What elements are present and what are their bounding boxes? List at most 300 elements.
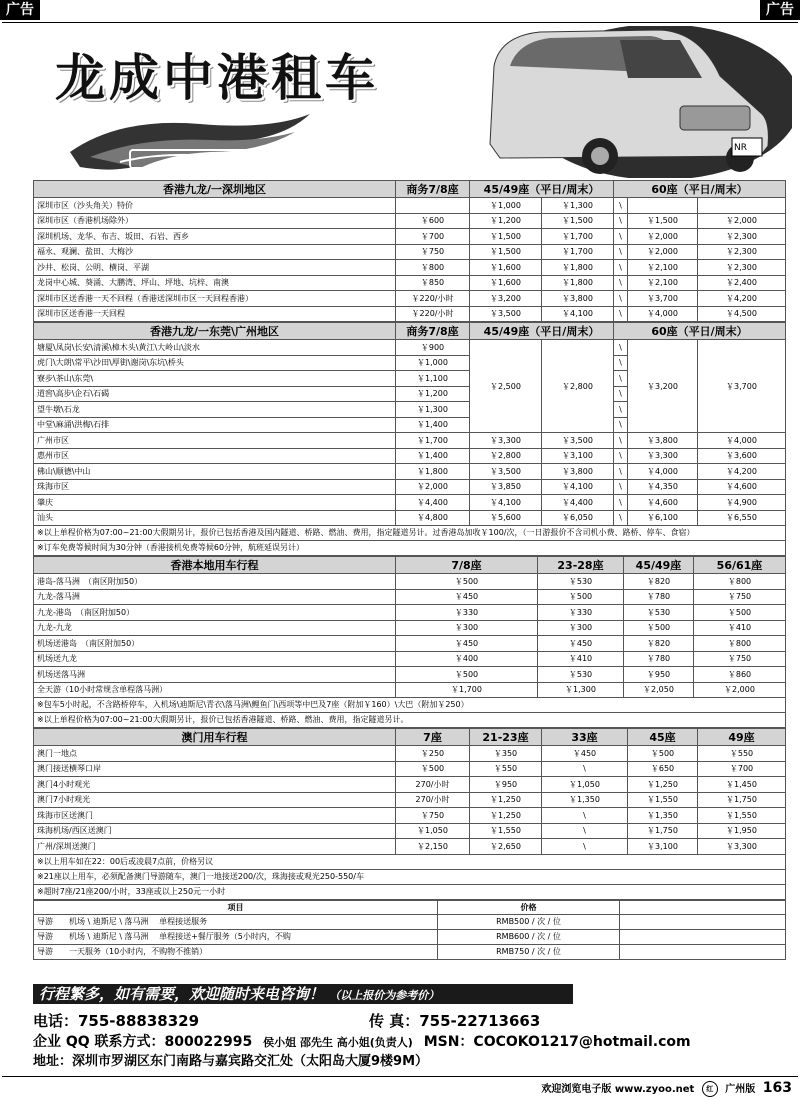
price-cell: ￥330 xyxy=(538,605,624,621)
ad-tag-left: 广告 xyxy=(0,0,40,20)
price-cell: ￥1,050 xyxy=(542,777,628,793)
route-name: 九龙-落马洲 xyxy=(34,589,396,605)
price-cell: ￥1,000 xyxy=(470,198,542,214)
separator-cell: \ xyxy=(614,417,628,433)
price-cell: ￥1,600 xyxy=(470,260,542,276)
table-row xyxy=(34,574,786,590)
price-cell xyxy=(698,198,786,214)
table-row xyxy=(34,944,786,959)
col-route: 澳门用车行程 xyxy=(34,729,396,746)
price-cell: ￥400 xyxy=(396,651,538,667)
route-name: 澳门接送横琴口岸 xyxy=(34,761,396,777)
top-divider xyxy=(2,22,798,23)
price-cell: ￥4,500 xyxy=(698,306,786,322)
table-row xyxy=(34,510,786,526)
price-cell: ￥750 xyxy=(396,244,470,260)
price-cell: ￥1,100 xyxy=(396,371,470,387)
price-cell: ￥700 xyxy=(396,229,470,245)
price-cell: ￥800 xyxy=(396,260,470,276)
col-4549: 45/49座（平日/周末） xyxy=(470,323,614,340)
table-header xyxy=(34,557,786,574)
price-cell: \ xyxy=(542,808,628,824)
table-row xyxy=(34,198,786,214)
table-row xyxy=(34,620,786,636)
price-cell: ￥800 xyxy=(694,574,786,590)
price-cell: ￥4,000 xyxy=(628,306,698,322)
table-row xyxy=(34,433,786,449)
note-text: ※超时7座/21座200/小时，33座或以上250元一小时 xyxy=(34,884,786,899)
table-row xyxy=(34,495,786,511)
separator-cell: \ xyxy=(614,386,628,402)
col-4549: 45/49座（平日/周末） xyxy=(470,181,614,198)
price-cell: \ xyxy=(542,761,628,777)
table-row xyxy=(34,914,786,929)
col-78: 7/8座 xyxy=(396,557,538,574)
price-cell: ￥4,100 xyxy=(470,495,542,511)
table-row xyxy=(34,291,786,307)
service-name: 导游 机场 \ 迪斯尼 \ 落马洲 单程接送+餐厅服务（5小时内，不购 xyxy=(34,929,438,944)
brand-title: 龙成中港租车 xyxy=(55,49,379,107)
price-cell: ￥4,400 xyxy=(542,495,614,511)
route-name: 惠州市区 xyxy=(34,448,396,464)
price-cell: ￥4,000 xyxy=(698,433,786,449)
blank-cell xyxy=(620,914,786,929)
note-text: ※21座以上用车，必须配备澳门导游随车，澳门一地接送200/次，珠海接或观光250-550/车 xyxy=(34,869,786,884)
footer-website[interactable]: 欢迎浏览电子版 www.zyoo.net xyxy=(541,1084,695,1095)
col-60: 60座（平日/周末） xyxy=(614,323,786,340)
price-cell: ￥2,000 xyxy=(694,682,786,698)
col-2123: 21-23座 xyxy=(470,729,542,746)
price-cell: \ xyxy=(614,275,628,291)
price-cell: ￥3,700 xyxy=(628,291,698,307)
price-cell: ￥1,300 xyxy=(542,198,614,214)
price-cell: ￥550 xyxy=(698,746,786,762)
col-60: 60座（平日/周末） xyxy=(614,181,786,198)
route-name: 九龙-港岛 （南区附加50） xyxy=(34,605,396,621)
price-cell: ￥410 xyxy=(538,651,624,667)
price-cell: ￥2,650 xyxy=(470,839,542,855)
contact-phone-line xyxy=(33,1010,541,1031)
price-cell: ￥4,100 xyxy=(542,306,614,322)
price-cell: ￥500 xyxy=(694,605,786,621)
price-cell: ￥820 xyxy=(624,574,694,590)
price-cell: ￥2,000 xyxy=(698,213,786,229)
price-cell: ￥600 xyxy=(396,213,470,229)
route-name: 寮步\茶山\东莞\ xyxy=(34,371,396,387)
table-row xyxy=(34,636,786,652)
service-name: 导游 一天服务（10小时内，不购物不推销） xyxy=(34,944,438,959)
price-cell: ￥300 xyxy=(396,620,538,636)
price-cell: ￥1,800 xyxy=(542,275,614,291)
table-header xyxy=(34,729,786,746)
price-cell xyxy=(628,198,698,214)
separator-cell: \ xyxy=(614,371,628,387)
table-guide-service xyxy=(33,900,786,960)
price-cell: ￥3,800 xyxy=(542,464,614,480)
price-cell: RMB750 / 次 / 位 xyxy=(438,944,620,959)
price-cell: ￥1,700 xyxy=(396,682,538,698)
table-row xyxy=(34,448,786,464)
route-name: 珠海市区 xyxy=(34,479,396,495)
price-cell: \ xyxy=(614,229,628,245)
price-cell: ￥1,550 xyxy=(470,823,542,839)
contact-qq-line xyxy=(33,1031,691,1051)
price-cell: ￥1,550 xyxy=(698,808,786,824)
col-4549: 45/49座 xyxy=(624,557,694,574)
price-cell: ￥700 xyxy=(698,761,786,777)
col-route: 香港本地用车行程 xyxy=(34,557,396,574)
price-cell: ￥1,750 xyxy=(628,823,698,839)
note-row xyxy=(34,541,786,556)
price-cell: ￥4,200 xyxy=(698,464,786,480)
price-cell: \ xyxy=(542,823,628,839)
price-cell: ￥800 xyxy=(694,636,786,652)
price-cell: ￥1,300 xyxy=(396,402,470,418)
price-cell: ￥1,050 xyxy=(396,823,470,839)
price-cell: ￥950 xyxy=(470,777,542,793)
price-cell: ￥450 xyxy=(542,746,628,762)
price-cell: ￥220/小时 xyxy=(396,291,470,307)
license-plate: NR xyxy=(734,143,747,153)
price-cell: ￥950 xyxy=(624,667,694,683)
price-cell: ￥3,200 xyxy=(470,291,542,307)
col-blank xyxy=(620,900,786,914)
price-cell: ￥2,000 xyxy=(396,479,470,495)
table-hk-dongguan-guangzhou xyxy=(33,322,786,556)
table-row xyxy=(34,929,786,944)
col-route: 香港九龙/一东莞\广州地区 xyxy=(34,323,396,340)
van-photo xyxy=(470,26,792,178)
price-cell: ￥1,550 xyxy=(628,792,698,808)
route-name: 中堂\麻涌\洪梅\石排 xyxy=(34,417,396,433)
price-cell: ￥750 xyxy=(694,589,786,605)
price-cell: ￥780 xyxy=(624,589,694,605)
price-cell: \ xyxy=(614,433,628,449)
price-cell: ￥4,100 xyxy=(542,479,614,495)
table-row xyxy=(34,229,786,245)
price-cell: ￥3,500 xyxy=(470,306,542,322)
price-cell: ￥1,800 xyxy=(396,464,470,480)
price-cell: ￥4,200 xyxy=(698,291,786,307)
price-tables xyxy=(33,180,785,960)
price-cell: ￥3,100 xyxy=(628,839,698,855)
magazine-logo-icon: 红 xyxy=(702,1081,718,1097)
price-cell: ￥1,300 xyxy=(538,682,624,698)
price-cell: ￥6,550 xyxy=(698,510,786,526)
page-footer xyxy=(541,1080,792,1097)
table-row xyxy=(34,275,786,291)
msn-address: MSN：COCOKO1217@hotmail.com xyxy=(423,1034,691,1050)
table-row xyxy=(34,808,786,824)
price-cell: ￥3,300 xyxy=(628,448,698,464)
table-row xyxy=(34,839,786,855)
price-cell: ￥4,600 xyxy=(698,479,786,495)
col-business: 商务7/8座 xyxy=(396,323,470,340)
col-5661: 56/61座 xyxy=(694,557,786,574)
price-cell: ￥1,200 xyxy=(396,386,470,402)
price-cell: ￥1,200 xyxy=(470,213,542,229)
price-cell: ￥550 xyxy=(470,761,542,777)
price-cell: ￥6,100 xyxy=(628,510,698,526)
price-cell: 270/小时 xyxy=(396,777,470,793)
price-cell: ￥2,100 xyxy=(628,260,698,276)
price-cell: ￥530 xyxy=(624,605,694,621)
price-cell: ￥2,050 xyxy=(624,682,694,698)
price-cell: ￥4,800 xyxy=(396,510,470,526)
note-text: ※包车5小时起，不含路桥停车，入机场\迪斯尼\青衣\落马洲\鲤鱼门\西项等中巴及7座（附加￥160）\大巴（附加￥250） xyxy=(34,698,786,713)
price-cell: ￥410 xyxy=(694,620,786,636)
price-cell: ￥3,500 xyxy=(470,464,542,480)
contact-address: 地址：深圳市罗湖区东门南路与嘉宾路交汇处（太阳岛大厦9楼9M） xyxy=(33,1054,429,1069)
price-cell: ￥1,250 xyxy=(470,792,542,808)
price-cell: \ xyxy=(614,448,628,464)
phone-number: 电话：755-88838329 xyxy=(33,1012,200,1030)
route-name: 佛山\顺德\中山 xyxy=(34,464,396,480)
table-macau xyxy=(33,728,786,900)
table-row xyxy=(34,479,786,495)
price-cell: ￥1,500 xyxy=(628,213,698,229)
price-cell: ￥750 xyxy=(396,808,470,824)
route-name: 深圳市区（沙头角关）特价 xyxy=(34,198,396,214)
price-cell: RMB500 / 次 / 位 xyxy=(438,914,620,929)
price-cell: ￥750 xyxy=(694,651,786,667)
col-price: 价格 xyxy=(438,900,620,914)
route-name: 沙井、松岗、公明、横岗、平湖 xyxy=(34,260,396,276)
price-cell: ￥3,600 xyxy=(698,448,786,464)
table-header xyxy=(34,900,786,914)
price-cell: \ xyxy=(542,839,628,855)
price-cell: ￥4,400 xyxy=(396,495,470,511)
route-name: 肇庆 xyxy=(34,495,396,511)
price-cell: \ xyxy=(614,495,628,511)
price-cell: ￥4,000 xyxy=(628,464,698,480)
note-row xyxy=(34,713,786,728)
price-cell: ￥5,600 xyxy=(470,510,542,526)
col-33: 33座 xyxy=(542,729,628,746)
price-cell: ￥300 xyxy=(538,620,624,636)
route-name: 虎门\大朗\常平\沙田\厚街\谢岗\东坑\桥头 xyxy=(34,355,396,371)
price-cell: ￥1,750 xyxy=(698,792,786,808)
route-name: 望牛墩\石龙 xyxy=(34,402,396,418)
price-cell: \ xyxy=(614,479,628,495)
service-name: 导游 机场 \ 迪斯尼 \ 落马洲 单程接送服务 xyxy=(34,914,438,929)
price-cell: 270/小时 xyxy=(396,792,470,808)
price-cell: ￥3,800 xyxy=(542,291,614,307)
col-49: 49座 xyxy=(698,729,786,746)
price-cell: \ xyxy=(614,306,628,322)
price-cell: ￥1,600 xyxy=(470,275,542,291)
price-cell: ￥530 xyxy=(538,667,624,683)
route-name: 澳门一地点 xyxy=(34,746,396,762)
table-row xyxy=(34,589,786,605)
price-cell: ￥500 xyxy=(396,761,470,777)
table-row xyxy=(34,746,786,762)
price-cell: ￥1,350 xyxy=(628,808,698,824)
price-cell: ￥1,500 xyxy=(470,244,542,260)
price-cell: ￥3,300 xyxy=(470,433,542,449)
footer-edition: 广州版 xyxy=(725,1084,756,1095)
route-name: 深圳市区送香港一天不回程（香港送深圳市区一天回程香港） xyxy=(34,291,396,307)
note-row xyxy=(34,698,786,713)
route-name: 机场送落马洲 xyxy=(34,667,396,683)
price-cell: ￥500 xyxy=(538,589,624,605)
price-cell: ￥3,700 xyxy=(698,340,786,433)
route-name: 机场送港岛 （南区附加50） xyxy=(34,636,396,652)
price-cell: ￥3,800 xyxy=(628,433,698,449)
bottom-divider xyxy=(2,1076,798,1077)
price-cell: ￥900 xyxy=(396,340,470,356)
blank-cell xyxy=(620,944,786,959)
separator-cell: \ xyxy=(614,340,628,356)
table-row xyxy=(34,777,786,793)
ad-tag-right: 广告 xyxy=(760,0,800,20)
route-name: 汕头 xyxy=(34,510,396,526)
route-name: 机场送九龙 xyxy=(34,651,396,667)
price-cell: ￥1,400 xyxy=(396,448,470,464)
col-45: 45座 xyxy=(628,729,698,746)
price-cell: \ xyxy=(614,464,628,480)
note-row xyxy=(34,854,786,869)
price-cell: \ xyxy=(614,510,628,526)
col-item: 项目 xyxy=(34,900,438,914)
price-cell: ￥2,800 xyxy=(470,448,542,464)
price-cell: ￥1,700 xyxy=(396,433,470,449)
table-row xyxy=(34,340,786,356)
table-row xyxy=(34,792,786,808)
blank-cell xyxy=(620,929,786,944)
table-header xyxy=(34,323,786,340)
price-cell: ￥3,850 xyxy=(470,479,542,495)
price-cell xyxy=(396,198,470,214)
contact-people: 侯小姐 邵先生 高小姐(负责人) xyxy=(263,1036,413,1049)
dragon-logo-icon xyxy=(60,112,320,178)
price-cell: ￥1,500 xyxy=(470,229,542,245)
table-row xyxy=(34,244,786,260)
route-name: 澳门7小时观光 xyxy=(34,792,396,808)
route-name: 道窖\高步\企石\石碣 xyxy=(34,386,396,402)
price-cell: \ xyxy=(614,213,628,229)
price-cell: ￥1,250 xyxy=(470,808,542,824)
price-cell: ￥650 xyxy=(628,761,698,777)
price-cell: ￥250 xyxy=(396,746,470,762)
price-cell: ￥3,300 xyxy=(698,839,786,855)
note-text: ※以上单程价格为07:00~21:00大假期另计，报价已包括香港隧道、桥路、燃油、费用，指定隧道另计。 xyxy=(34,713,786,728)
note-text: ※订车免费等候时间为30分钟（香港接机免费等候60分钟，航班延误另计） xyxy=(34,541,786,556)
price-cell: ￥330 xyxy=(396,605,538,621)
col-7: 7座 xyxy=(396,729,470,746)
col-business: 商务7/8座 xyxy=(396,181,470,198)
price-cell: ￥1,450 xyxy=(698,777,786,793)
table-row xyxy=(34,464,786,480)
price-cell: ￥2,800 xyxy=(542,340,614,433)
route-name: 深圳市区（香港机场除外） xyxy=(34,213,396,229)
table-row xyxy=(34,761,786,777)
qq-number: 企业 QQ 联系方式：800022995 xyxy=(33,1034,253,1050)
price-cell: ￥4,600 xyxy=(628,495,698,511)
slogan-banner xyxy=(33,984,573,1004)
table-header xyxy=(34,181,786,198)
table-hk-shenzhen xyxy=(33,180,786,322)
price-cell: ￥1,250 xyxy=(628,777,698,793)
route-name: 珠海机场/西区送澳门 xyxy=(34,823,396,839)
route-name: 深圳机场、龙华、布吉、坂田、石岩、西乡 xyxy=(34,229,396,245)
price-cell: \ xyxy=(614,198,628,214)
price-cell: ￥820 xyxy=(624,636,694,652)
price-cell: ￥2,000 xyxy=(628,244,698,260)
price-cell: ￥500 xyxy=(628,746,698,762)
separator-cell: \ xyxy=(614,355,628,371)
price-cell: ￥1,500 xyxy=(542,213,614,229)
price-cell: ￥6,050 xyxy=(542,510,614,526)
price-cell: ￥530 xyxy=(538,574,624,590)
price-cell: ￥2,100 xyxy=(628,275,698,291)
col-route: 香港九龙/一深圳地区 xyxy=(34,181,396,198)
route-name: 港岛-落马洲 （南区附加50） xyxy=(34,574,396,590)
route-name: 澳门4小时观光 xyxy=(34,777,396,793)
route-name: 龙岗中心城、葵涌、大鹏湾、坪山、坪地、坑梓、南澳 xyxy=(34,275,396,291)
table-row xyxy=(34,667,786,683)
route-name: 珠海市区送澳门 xyxy=(34,808,396,824)
price-cell: ￥860 xyxy=(694,667,786,683)
price-cell: ￥1,700 xyxy=(542,229,614,245)
note-text: ※以上用车如在22：00后或凌晨7点前，价格另议 xyxy=(34,854,786,869)
separator-cell: \ xyxy=(614,402,628,418)
route-name: 塘厦\凤岗\长安\清溪\樟木头\黄江\大岭山\淡水 xyxy=(34,340,396,356)
price-cell: ￥2,150 xyxy=(396,839,470,855)
table-row xyxy=(34,682,786,698)
table-row xyxy=(34,823,786,839)
note-row xyxy=(34,884,786,899)
price-cell: RMB600 / 次 / 位 xyxy=(438,929,620,944)
price-cell: ￥2,300 xyxy=(698,229,786,245)
price-cell: ￥500 xyxy=(396,667,538,683)
price-cell: ￥220/小时 xyxy=(396,306,470,322)
price-cell: ￥3,200 xyxy=(628,340,698,433)
price-cell: ￥2,400 xyxy=(698,275,786,291)
route-name: 深圳市区送香港一天回程 xyxy=(34,306,396,322)
price-cell: ￥1,350 xyxy=(542,792,628,808)
col-2328: 23-28座 xyxy=(538,557,624,574)
table-row xyxy=(34,306,786,322)
price-cell: ￥1,400 xyxy=(396,417,470,433)
note-row xyxy=(34,526,786,541)
price-cell: ￥1,800 xyxy=(542,260,614,276)
route-name: 九龙-九龙 xyxy=(34,620,396,636)
price-cell: ￥4,350 xyxy=(628,479,698,495)
note-text: ※以上单程价格为07:00~21:00大假期另计，报价已包括香港及国内隧道、桥路、燃油、费用，指定隧道另计。过香港岛加收￥100/次，（一日游报价不含司机小费、路桥、停车、食宿） xyxy=(34,526,786,541)
price-cell: ￥850 xyxy=(396,275,470,291)
price-cell: ￥450 xyxy=(538,636,624,652)
price-cell: ￥780 xyxy=(624,651,694,667)
route-name: 全天游（10小时常规含单程落马洲） xyxy=(34,682,396,698)
route-name: 广州/深圳送澳门 xyxy=(34,839,396,855)
route-name: 福永、观澜、盐田、大梅沙 xyxy=(34,244,396,260)
price-cell: ￥500 xyxy=(624,620,694,636)
page-number: 163 xyxy=(762,1080,792,1096)
price-cell: ￥2,300 xyxy=(698,260,786,276)
price-cell: ￥2,000 xyxy=(628,229,698,245)
price-cell: ￥2,300 xyxy=(698,244,786,260)
slogan-note: （以上报价为参考价） xyxy=(329,989,440,1002)
price-cell: ￥3,100 xyxy=(542,448,614,464)
price-cell: ￥1,000 xyxy=(396,355,470,371)
price-cell: ￥1,700 xyxy=(542,244,614,260)
price-cell: ￥1,950 xyxy=(698,823,786,839)
price-cell: \ xyxy=(614,244,628,260)
note-row xyxy=(34,869,786,884)
price-cell: ￥3,500 xyxy=(542,433,614,449)
table-hk-local xyxy=(33,556,786,728)
